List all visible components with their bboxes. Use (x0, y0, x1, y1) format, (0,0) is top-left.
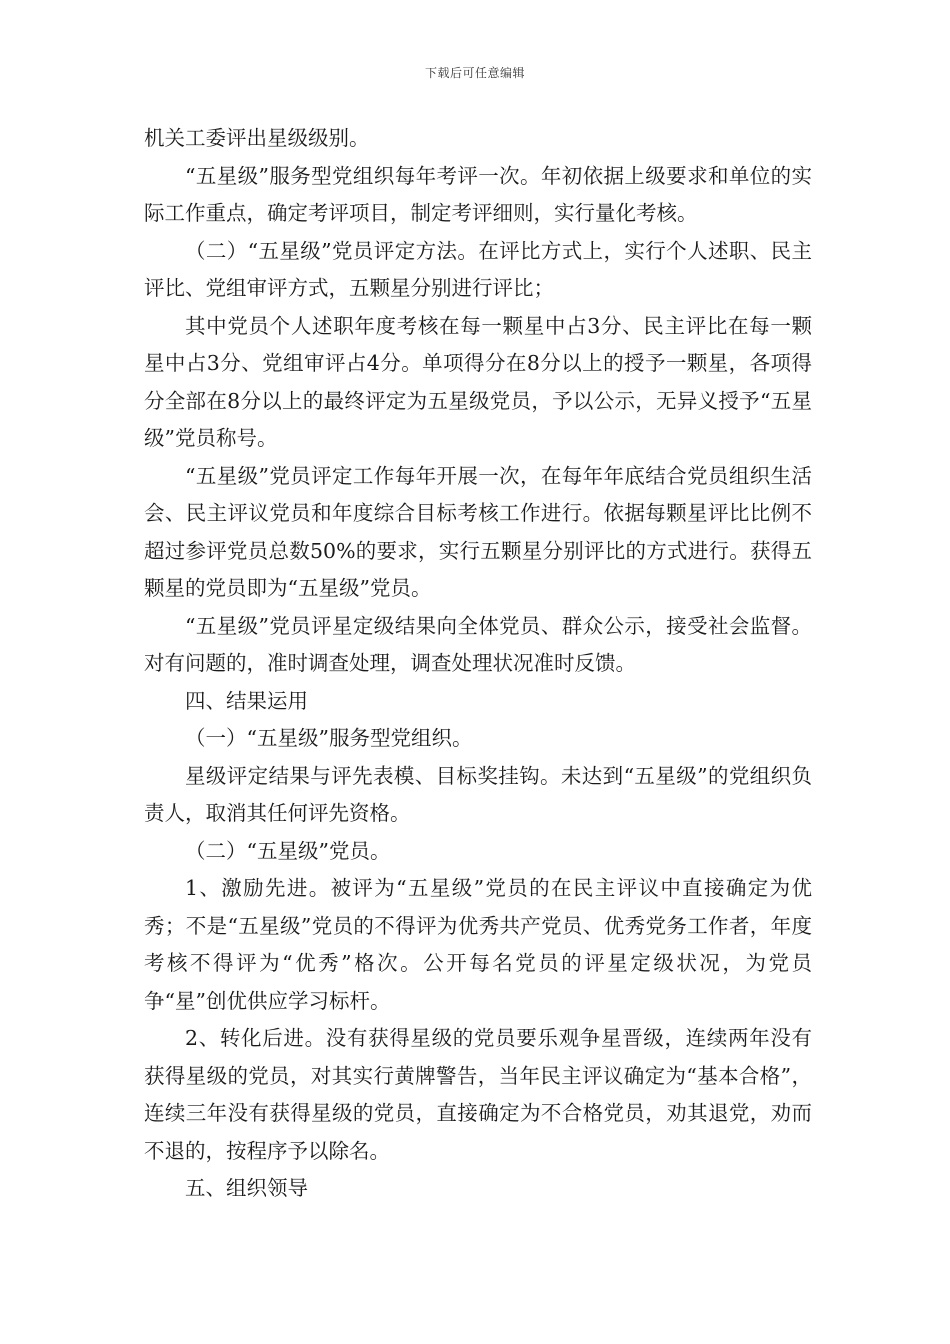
paragraph: “五星级”党员评星定级结果向全体党员、群众公示，接受社会监督。对有问题的，准时调查处理，调查处理状况准时反馈。 (144, 613, 812, 675)
paragraph: 星级评定结果与评先表模、目标奖挂钩。未达到“五星级”的党组织负责人，取消其任何评先资格。 (144, 763, 812, 825)
paragraph: 1、激励先进。被评为“五星级”党员的在民主评议中直接确定为优秀；不是“五星级”党员的不得评为优秀共产党员、优秀党务工作者，年度考核不得评为“优秀”格次。公开每名党员的评星定级状况，为党员争“星”创优供应学习标杆。 (144, 876, 812, 1013)
paragraph: “五星级”党员评定工作每年开展一次，在每年年底结合党员组织生活会、民主评议党员和年度综合目标考核工作进行。依据每颗星评比比例不超过参评党员总数50%的要求，实行五颗星分别评比的方式进行。获得五颗星的党员即为“五星级”党员。 (144, 463, 812, 600)
paragraph: 其中党员个人述职年度考核在每一颗星中占3分、民主评比在每一颗星中占3分、党组审评占4分。单项得分在8分以上的授予一颗星，各项得分全部在8分以上的最终评定为五星级党员，予以公示，无异义授予“五星级”党员称号。 (144, 313, 812, 450)
section-heading: 五、组织领导 (185, 1176, 308, 1200)
subsection-heading: （二）“五星级”党员。 (185, 838, 391, 863)
page-header: 下载后可任意编辑 (424, 66, 525, 80)
paragraph: 机关工委评出星级级别。 (144, 126, 370, 150)
subsection-heading: （一）“五星级”服务型党组织。 (185, 726, 473, 750)
document-body (144, 120, 812, 1208)
paragraph: “五星级”服务型党组织每年考评一次。年初依据上级要求和单位的实际工作重点，确定考评项目，制定考评细则，实行量化考核。 (144, 163, 812, 225)
paragraph: 2、转化后进。没有获得星级的党员要乐观争星晋级，连续两年没有获得星级的党员，对其实行黄牌警告，当年民主评议确定为“基本合格”，连续三年没有获得星级的党员，直接确定为不合格党员，劝其退党，劝而不退的，按程序予以除名。 (144, 1026, 812, 1163)
paragraph: （二）“五星级”党员评定方法。在评比方式上，实行个人述职、民主评比、党组审评方式，五颗星分别进行评比； (144, 238, 812, 300)
section-heading: 四、结果运用 (185, 688, 308, 713)
